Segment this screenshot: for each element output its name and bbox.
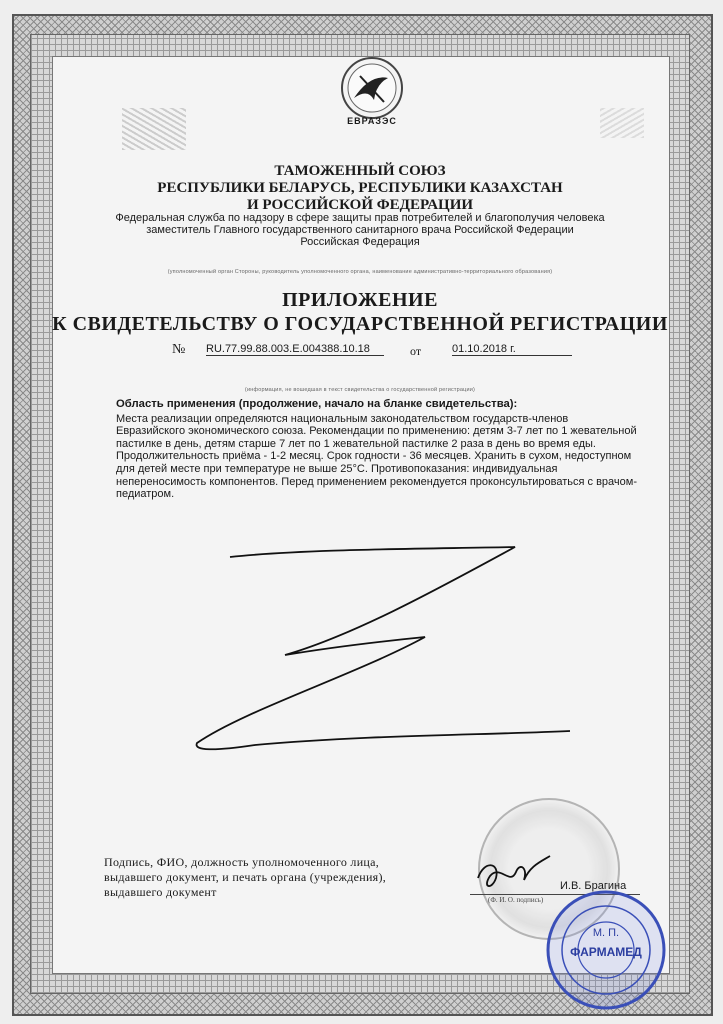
z-crossout-mark	[185, 545, 575, 755]
number-sign: №	[172, 342, 186, 357]
from-label: от	[410, 344, 422, 358]
logo-text: ЕВРАЗЭС	[347, 116, 397, 126]
title-line-1: ПРИЛОЖЕНИЕ	[282, 289, 438, 311]
title-line-2: К СВИДЕТЕЛЬСТВУ О ГОСУДАРСТВЕННОЙ РЕГИСТРАЦИИ	[52, 313, 668, 335]
signature-field-caption: (Ф. И. О. подпись)	[488, 896, 544, 904]
registration-number: RU.77.99.88.003.E.004388.10.18	[206, 343, 384, 356]
registration-line	[172, 342, 602, 362]
header-union	[52, 163, 668, 214]
agency-line-1: Федеральная служба по надзору в сфере защиты прав потребителей и благополучия человека	[115, 212, 605, 224]
watermark-pattern-left	[122, 108, 186, 150]
stamp-company: ФАРМАМЕД	[570, 945, 642, 959]
scope-section	[116, 398, 638, 501]
header-line-2: РЕСПУБЛИКИ БЕЛАРУСЬ, РЕСПУБЛИКИ КАЗАХСТАН	[157, 180, 563, 196]
scope-label: Область применения (продолжение, начало на бланке свидетельства):	[116, 398, 518, 410]
signature-caption-left: Подпись, ФИО, должность уполномоченного лица, выдавшего документ, и печать органа (учреждения), выдавшего документ	[104, 855, 387, 899]
agency-line-2: заместитель Главного государственного санитарного врача Российской Федерации	[146, 224, 574, 236]
watermark-pattern-right	[600, 108, 644, 138]
stamp-mp: М. П.	[592, 927, 620, 939]
registration-date: 01.10.2018 г.	[452, 343, 572, 356]
header-line-1: ТАМОЖЕННЫЙ СОЮЗ	[274, 163, 446, 179]
agency-line-3: Российская Федерация	[300, 236, 420, 248]
blue-company-stamp	[530, 880, 670, 1010]
document-title	[52, 288, 668, 336]
signatory-name: И.В. Брагина	[560, 880, 627, 892]
scope-text: Места реализации определяются национальным законодательством государств-членов Евразийского экономического союза. Рекомендации по применению: детям 3-7 лет по 1 жевательной пастилке в день, детям старше 7 лет по 1 жевательной пастилке 2 раза в день во время еды. Продолжительность приёма - 1-2 месяц. Срок годности - 36 месяцев. Хранить в сухом, недоступном для детей месте при температуре не выше 25°С. Противопоказания: индивидуальная непереносимость компонентов. Перед применением рекомендуется проконсультироваться с врачом-педиатром.	[116, 412, 637, 501]
issuer-caption: (уполномоченный орган Стороны, руководитель уполномоченного органа, наименование административно-территориального образования)	[167, 269, 553, 275]
header-agency	[52, 212, 668, 248]
header-line-3: И РОССИЙСКОЙ ФЕДЕРАЦИИ	[246, 197, 474, 213]
info-caption: (информация, не вошедшая в текст свидетельства о государственной регистрации)	[244, 387, 476, 393]
